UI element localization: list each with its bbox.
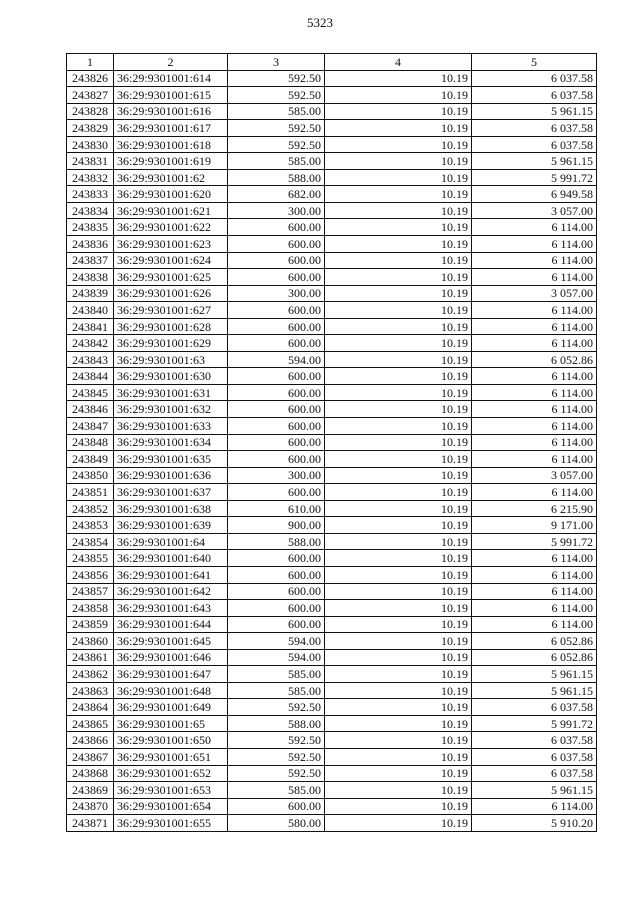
amount-cell: 6 114.00 [472, 236, 597, 253]
table-row [67, 120, 597, 137]
rate-cell: 10.19 [325, 748, 472, 765]
table-row [67, 616, 597, 633]
row-number-cell: 243868 [67, 765, 114, 782]
table-row [67, 87, 597, 104]
cadastral-number-cell: 36:29:9301001:619 [114, 153, 228, 170]
table-row [67, 70, 597, 87]
rate-cell: 10.19 [325, 434, 472, 451]
rate-cell: 10.19 [325, 202, 472, 219]
amount-cell: 6 052.86 [472, 633, 597, 650]
rate-cell: 10.19 [325, 136, 472, 153]
row-number-cell: 243865 [67, 715, 114, 732]
table-row [67, 550, 597, 567]
cadastral-number-cell: 36:29:9301001:630 [114, 368, 228, 385]
rate-cell: 10.19 [325, 798, 472, 815]
table-row [67, 699, 597, 716]
amount-cell: 5 961.15 [472, 782, 597, 799]
table-row [67, 798, 597, 815]
table-row [67, 682, 597, 699]
rate-cell: 10.19 [325, 302, 472, 319]
row-number-cell: 243834 [67, 202, 114, 219]
amount-cell: 6 037.58 [472, 136, 597, 153]
rate-cell: 10.19 [325, 451, 472, 468]
row-number-cell: 243854 [67, 533, 114, 550]
table-row [67, 153, 597, 170]
cadastral-number-cell: 36:29:9301001:617 [114, 120, 228, 137]
cadastral-number-cell: 36:29:9301001:63 [114, 351, 228, 368]
row-number-cell: 243866 [67, 732, 114, 749]
amount-cell: 6 052.86 [472, 351, 597, 368]
column-header-1: 1 [67, 54, 114, 71]
rate-cell: 10.19 [325, 153, 472, 170]
row-number-cell: 243867 [67, 748, 114, 765]
area-cell: 580.00 [228, 815, 325, 832]
area-cell: 592.50 [228, 732, 325, 749]
cadastral-number-cell: 36:29:9301001:621 [114, 202, 228, 219]
row-number-cell: 243847 [67, 418, 114, 435]
area-cell: 600.00 [228, 451, 325, 468]
amount-cell: 6 114.00 [472, 434, 597, 451]
area-cell: 600.00 [228, 484, 325, 501]
amount-cell: 6 114.00 [472, 600, 597, 617]
rate-cell: 10.19 [325, 335, 472, 352]
row-number-cell: 243849 [67, 451, 114, 468]
area-cell: 600.00 [228, 318, 325, 335]
row-number-cell: 243857 [67, 583, 114, 600]
table-row [67, 815, 597, 832]
row-number-cell: 243850 [67, 467, 114, 484]
cadastral-number-cell: 36:29:9301001:640 [114, 550, 228, 567]
column-header-2: 2 [114, 54, 228, 71]
row-number-cell: 243826 [67, 70, 114, 87]
amount-cell: 6 114.00 [472, 583, 597, 600]
table-row [67, 666, 597, 683]
amount-cell: 6 114.00 [472, 384, 597, 401]
area-cell: 585.00 [228, 103, 325, 120]
rate-cell: 10.19 [325, 782, 472, 799]
cadastral-number-cell: 36:29:9301001:639 [114, 517, 228, 534]
area-cell: 900.00 [228, 517, 325, 534]
amount-cell: 6 052.86 [472, 649, 597, 666]
table-row [67, 467, 597, 484]
cadastral-number-cell: 36:29:9301001:614 [114, 70, 228, 87]
rate-cell: 10.19 [325, 732, 472, 749]
amount-cell: 5 991.72 [472, 715, 597, 732]
area-cell: 588.00 [228, 715, 325, 732]
row-number-cell: 243835 [67, 219, 114, 236]
row-number-cell: 243845 [67, 384, 114, 401]
row-number-cell: 243843 [67, 351, 114, 368]
area-cell: 600.00 [228, 269, 325, 286]
area-cell: 600.00 [228, 616, 325, 633]
area-cell: 300.00 [228, 285, 325, 302]
cadastral-number-cell: 36:29:9301001:647 [114, 666, 228, 683]
header-row [67, 54, 597, 71]
rate-cell: 10.19 [325, 649, 472, 666]
table-row [67, 649, 597, 666]
row-number-cell: 243856 [67, 566, 114, 583]
cadastral-number-cell: 36:29:9301001:618 [114, 136, 228, 153]
cadastral-number-cell: 36:29:9301001:616 [114, 103, 228, 120]
rate-cell: 10.19 [325, 566, 472, 583]
amount-cell: 6 114.00 [472, 368, 597, 385]
row-number-cell: 243852 [67, 500, 114, 517]
row-number-cell: 243832 [67, 169, 114, 186]
amount-cell: 5 991.72 [472, 533, 597, 550]
area-cell: 594.00 [228, 351, 325, 368]
table-row [67, 566, 597, 583]
amount-cell: 6 114.00 [472, 252, 597, 269]
rate-cell: 10.19 [325, 368, 472, 385]
area-cell: 600.00 [228, 600, 325, 617]
rate-cell: 10.19 [325, 616, 472, 633]
cadastral-number-cell: 36:29:9301001:652 [114, 765, 228, 782]
amount-cell: 6 037.58 [472, 732, 597, 749]
amount-cell: 6 949.58 [472, 186, 597, 203]
area-cell: 600.00 [228, 252, 325, 269]
rate-cell: 10.19 [325, 533, 472, 550]
amount-cell: 6 037.58 [472, 765, 597, 782]
amount-cell: 6 114.00 [472, 335, 597, 352]
rate-cell: 10.19 [325, 384, 472, 401]
area-cell: 600.00 [228, 418, 325, 435]
amount-cell: 5 991.72 [472, 169, 597, 186]
area-cell: 585.00 [228, 782, 325, 799]
cadastral-number-cell: 36:29:9301001:654 [114, 798, 228, 815]
cadastral-number-cell: 36:29:9301001:65 [114, 715, 228, 732]
cadastral-number-cell: 36:29:9301001:653 [114, 782, 228, 799]
rate-cell: 10.19 [325, 550, 472, 567]
area-cell: 600.00 [228, 335, 325, 352]
table-row [67, 517, 597, 534]
amount-cell: 6 037.58 [472, 748, 597, 765]
row-number-cell: 243859 [67, 616, 114, 633]
table-row [67, 633, 597, 650]
rate-cell: 10.19 [325, 120, 472, 137]
amount-cell: 3 057.00 [472, 467, 597, 484]
area-cell: 592.50 [228, 70, 325, 87]
row-number-cell: 243855 [67, 550, 114, 567]
cadastral-number-cell: 36:29:9301001:620 [114, 186, 228, 203]
table-row [67, 451, 597, 468]
amount-cell: 5 961.15 [472, 103, 597, 120]
cadastral-number-cell: 36:29:9301001:637 [114, 484, 228, 501]
row-number-cell: 243829 [67, 120, 114, 137]
table-row [67, 384, 597, 401]
area-cell: 600.00 [228, 434, 325, 451]
table-header [67, 54, 597, 71]
amount-cell: 6 037.58 [472, 70, 597, 87]
row-number-cell: 243836 [67, 236, 114, 253]
rate-cell: 10.19 [325, 269, 472, 286]
cadastral-number-cell: 36:29:9301001:64 [114, 533, 228, 550]
table-row [67, 418, 597, 435]
cadastral-number-cell: 36:29:9301001:645 [114, 633, 228, 650]
column-header-3: 3 [228, 54, 325, 71]
rate-cell: 10.19 [325, 318, 472, 335]
area-cell: 592.50 [228, 765, 325, 782]
table-row [67, 765, 597, 782]
cadastral-number-cell: 36:29:9301001:627 [114, 302, 228, 319]
amount-cell: 3 057.00 [472, 285, 597, 302]
row-number-cell: 243870 [67, 798, 114, 815]
area-cell: 600.00 [228, 798, 325, 815]
row-number-cell: 243869 [67, 782, 114, 799]
page-number: 5323 [307, 15, 333, 30]
rate-cell: 10.19 [325, 219, 472, 236]
table-row [67, 318, 597, 335]
area-cell: 300.00 [228, 467, 325, 484]
amount-cell: 5 961.15 [472, 666, 597, 683]
cadastral-number-cell: 36:29:9301001:633 [114, 418, 228, 435]
table-row [67, 533, 597, 550]
row-number-cell: 243851 [67, 484, 114, 501]
cadastral-number-cell: 36:29:9301001:622 [114, 219, 228, 236]
area-cell: 600.00 [228, 566, 325, 583]
cadastral-number-cell: 36:29:9301001:635 [114, 451, 228, 468]
rate-cell: 10.19 [325, 484, 472, 501]
table-row [67, 401, 597, 418]
cadastral-number-cell: 36:29:9301001:631 [114, 384, 228, 401]
amount-cell: 6 037.58 [472, 120, 597, 137]
rate-cell: 10.19 [325, 252, 472, 269]
rate-cell: 10.19 [325, 186, 472, 203]
row-number-cell: 243846 [67, 401, 114, 418]
cadastral-number-cell: 36:29:9301001:624 [114, 252, 228, 269]
rate-cell: 10.19 [325, 467, 472, 484]
cadastral-number-cell: 36:29:9301001:638 [114, 500, 228, 517]
row-number-cell: 243848 [67, 434, 114, 451]
amount-cell: 6 114.00 [472, 484, 597, 501]
cadastral-number-cell: 36:29:9301001:623 [114, 236, 228, 253]
table-body [67, 70, 597, 831]
rate-cell: 10.19 [325, 401, 472, 418]
rate-cell: 10.19 [325, 715, 472, 732]
amount-cell: 6 114.00 [472, 550, 597, 567]
area-cell: 588.00 [228, 169, 325, 186]
area-cell: 585.00 [228, 666, 325, 683]
rate-cell: 10.19 [325, 418, 472, 435]
amount-cell: 6 114.00 [472, 566, 597, 583]
area-cell: 610.00 [228, 500, 325, 517]
row-number-cell: 243837 [67, 252, 114, 269]
table-row [67, 484, 597, 501]
area-cell: 592.50 [228, 136, 325, 153]
cadastral-number-cell: 36:29:9301001:644 [114, 616, 228, 633]
rate-cell: 10.19 [325, 583, 472, 600]
row-number-cell: 243839 [67, 285, 114, 302]
table-row [67, 782, 597, 799]
amount-cell: 6 037.58 [472, 87, 597, 104]
area-cell: 600.00 [228, 583, 325, 600]
rate-cell: 10.19 [325, 600, 472, 617]
cadastral-number-cell: 36:29:9301001:655 [114, 815, 228, 832]
cadastral-number-cell: 36:29:9301001:651 [114, 748, 228, 765]
area-cell: 600.00 [228, 401, 325, 418]
row-number-cell: 243827 [67, 87, 114, 104]
table-row [67, 302, 597, 319]
area-cell: 594.00 [228, 649, 325, 666]
area-cell: 300.00 [228, 202, 325, 219]
rate-cell: 10.19 [325, 70, 472, 87]
amount-cell: 6 114.00 [472, 616, 597, 633]
cadastral-number-cell: 36:29:9301001:628 [114, 318, 228, 335]
area-cell: 600.00 [228, 236, 325, 253]
row-number-cell: 243864 [67, 699, 114, 716]
table-row [67, 732, 597, 749]
table-row [67, 715, 597, 732]
area-cell: 600.00 [228, 384, 325, 401]
amount-cell: 6 114.00 [472, 418, 597, 435]
table-row [67, 169, 597, 186]
table-row [67, 136, 597, 153]
cadastral-number-cell: 36:29:9301001:649 [114, 699, 228, 716]
table-row [67, 748, 597, 765]
row-number-cell: 243861 [67, 649, 114, 666]
table-row [67, 500, 597, 517]
amount-cell: 6 114.00 [472, 798, 597, 815]
row-number-cell: 243828 [67, 103, 114, 120]
area-cell: 592.50 [228, 748, 325, 765]
row-number-cell: 243833 [67, 186, 114, 203]
amount-cell: 6 114.00 [472, 269, 597, 286]
row-number-cell: 243853 [67, 517, 114, 534]
cadastral-number-cell: 36:29:9301001:642 [114, 583, 228, 600]
row-number-cell: 243830 [67, 136, 114, 153]
rate-cell: 10.19 [325, 351, 472, 368]
area-cell: 600.00 [228, 368, 325, 385]
table-row [67, 368, 597, 385]
table-row [67, 236, 597, 253]
rate-cell: 10.19 [325, 103, 472, 120]
column-header-4: 4 [325, 54, 472, 71]
area-cell: 592.50 [228, 699, 325, 716]
table-row [67, 351, 597, 368]
registry-table [66, 53, 597, 832]
table-row [67, 103, 597, 120]
row-number-cell: 243858 [67, 600, 114, 617]
table-row [67, 434, 597, 451]
cadastral-number-cell: 36:29:9301001:625 [114, 269, 228, 286]
rate-cell: 10.19 [325, 633, 472, 650]
rate-cell: 10.19 [325, 666, 472, 683]
table-row [67, 186, 597, 203]
rate-cell: 10.19 [325, 285, 472, 302]
cadastral-number-cell: 36:29:9301001:629 [114, 335, 228, 352]
row-number-cell: 243838 [67, 269, 114, 286]
cadastral-number-cell: 36:29:9301001:646 [114, 649, 228, 666]
amount-cell: 6 114.00 [472, 302, 597, 319]
row-number-cell: 243860 [67, 633, 114, 650]
cadastral-number-cell: 36:29:9301001:615 [114, 87, 228, 104]
area-cell: 585.00 [228, 153, 325, 170]
amount-cell: 6 215.90 [472, 500, 597, 517]
row-number-cell: 243842 [67, 335, 114, 352]
amount-cell: 5 961.15 [472, 153, 597, 170]
column-header-5: 5 [472, 54, 597, 71]
rate-cell: 10.19 [325, 682, 472, 699]
area-cell: 588.00 [228, 533, 325, 550]
cadastral-number-cell: 36:29:9301001:650 [114, 732, 228, 749]
cadastral-number-cell: 36:29:9301001:636 [114, 467, 228, 484]
amount-cell: 5 910.20 [472, 815, 597, 832]
table-row [67, 583, 597, 600]
area-cell: 592.50 [228, 87, 325, 104]
area-cell: 585.00 [228, 682, 325, 699]
row-number-cell: 243871 [67, 815, 114, 832]
table-row [67, 285, 597, 302]
table-row [67, 335, 597, 352]
table-row [67, 219, 597, 236]
amount-cell: 6 114.00 [472, 451, 597, 468]
table-row [67, 269, 597, 286]
amount-cell: 9 171.00 [472, 517, 597, 534]
area-cell: 594.00 [228, 633, 325, 650]
rate-cell: 10.19 [325, 765, 472, 782]
area-cell: 600.00 [228, 550, 325, 567]
row-number-cell: 243863 [67, 682, 114, 699]
cadastral-number-cell: 36:29:9301001:643 [114, 600, 228, 617]
table-row [67, 600, 597, 617]
amount-cell: 3 057.00 [472, 202, 597, 219]
cadastral-number-cell: 36:29:9301001:648 [114, 682, 228, 699]
cadastral-number-cell: 36:29:9301001:632 [114, 401, 228, 418]
cadastral-number-cell: 36:29:9301001:641 [114, 566, 228, 583]
rate-cell: 10.19 [325, 500, 472, 517]
cadastral-number-cell: 36:29:9301001:634 [114, 434, 228, 451]
rate-cell: 10.19 [325, 87, 472, 104]
cadastral-number-cell: 36:29:9301001:626 [114, 285, 228, 302]
table-row [67, 202, 597, 219]
amount-cell: 5 961.15 [472, 682, 597, 699]
rate-cell: 10.19 [325, 815, 472, 832]
rate-cell: 10.19 [325, 699, 472, 716]
row-number-cell: 243831 [67, 153, 114, 170]
row-number-cell: 243844 [67, 368, 114, 385]
amount-cell: 6 114.00 [472, 401, 597, 418]
area-cell: 682.00 [228, 186, 325, 203]
amount-cell: 6 114.00 [472, 219, 597, 236]
table-row [67, 252, 597, 269]
row-number-cell: 243862 [67, 666, 114, 683]
amount-cell: 6 114.00 [472, 318, 597, 335]
rate-cell: 10.19 [325, 517, 472, 534]
area-cell: 600.00 [228, 219, 325, 236]
rate-cell: 10.19 [325, 236, 472, 253]
row-number-cell: 243841 [67, 318, 114, 335]
row-number-cell: 243840 [67, 302, 114, 319]
cadastral-number-cell: 36:29:9301001:62 [114, 169, 228, 186]
area-cell: 600.00 [228, 302, 325, 319]
area-cell: 592.50 [228, 120, 325, 137]
amount-cell: 6 037.58 [472, 699, 597, 716]
rate-cell: 10.19 [325, 169, 472, 186]
